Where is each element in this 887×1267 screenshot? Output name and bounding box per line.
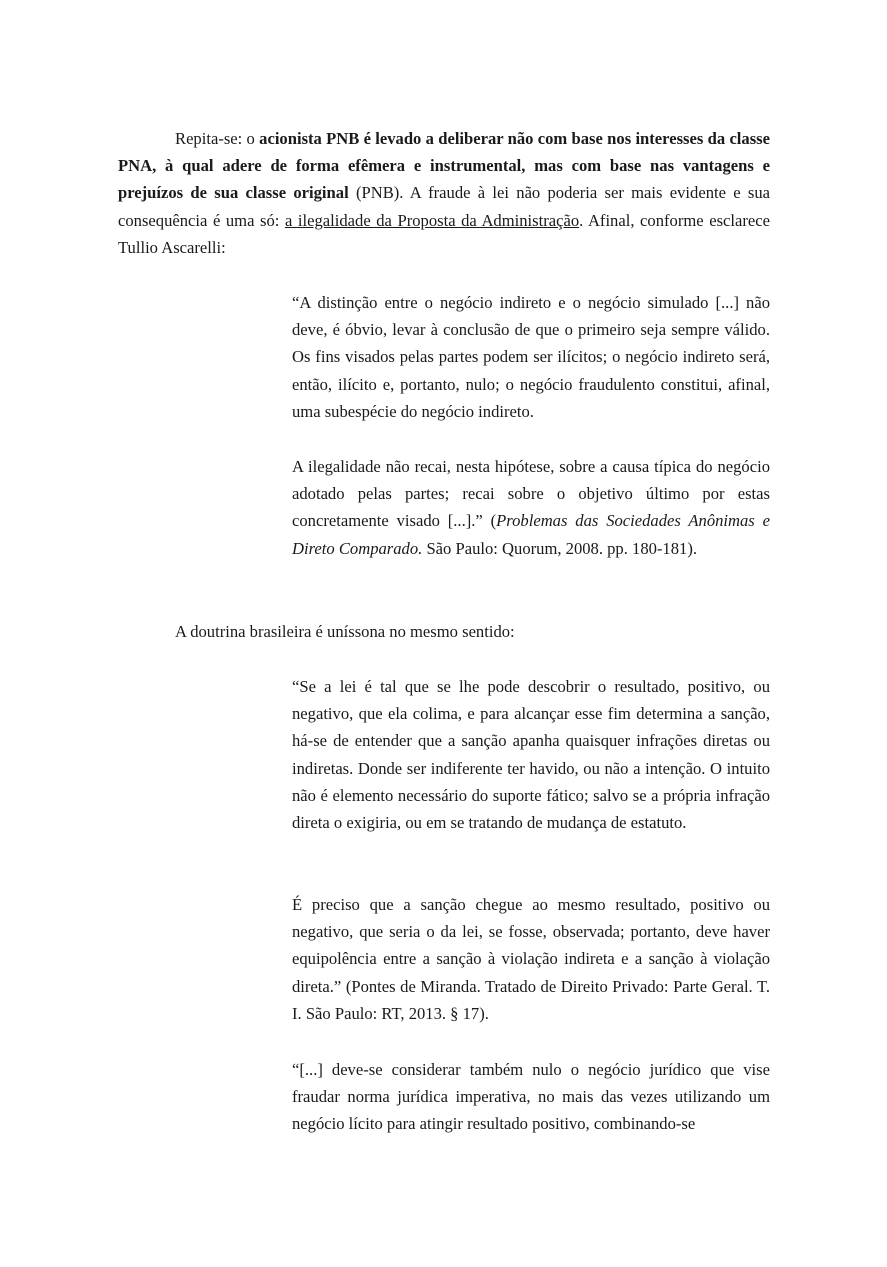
quote-ascarelli-part-2 [292, 453, 770, 562]
quote-3-text: “Se a lei é tal que se lhe pode descobrir o resultado, positivo, ou negativo, que ela colima, e para alcançar esse fim determina a sanção, há-se de entender que a sanção apanha quaisquer infrações diretas ou indiretas. Donde ser indiferente ter havido, ou não a intenção. O intuito não é elemento necessário do suporte fático; salvo se a própria infração direta o exigiria, ou em se tratando de mudança de estatuto. [292, 677, 770, 833]
quote-1-text: “A distinção entre o negócio indireto e o negócio simulado [...] não deve, é óbvio, levar à conclusão de que o primeiro seja sempre válido. Os fins visados pelas partes podem ser ilícitos; o negócio indireto será, então, ilícito e, portanto, nulo; o negócio fraudulento constitui, afinal, uma subespécie do negócio indireto. [292, 293, 770, 421]
quote-ascarelli-part-1 [292, 289, 770, 425]
paragraph-1-bold-emphasis: acionista PNB é levado a deliberar não com base nos interesses da classe PNA, à qual adere de forma efêmera e instrumental, mas com base nas vantagens e prejuízos de sua classe original [118, 129, 770, 203]
quote-pontes-part-2 [292, 891, 770, 1027]
paragraph-1-lead: Repita-se: o [175, 129, 260, 148]
quote-negocio-juridico [292, 1056, 770, 1138]
paragraph-doutrina-brasileira [118, 618, 770, 645]
quote-2-book-title: Problemas das Sociedades Anônimas e Direto Comparado. [292, 511, 770, 558]
quote-4-text: É preciso que a sanção chegue ao mesmo resultado, positivo ou negativo, que seria o da lei, se fosse, observada; portanto, deve haver equipolência entre a sanção à violação indireta e a sanção à violação direta.” (Pontes de Miranda. Tratado de Direito Privado: Parte Geral. T. I. São Paulo: RT, 2013. § 17). [292, 895, 770, 1023]
paragraph-1-underlined: a ilegalidade da Proposta da Administração [284, 210, 580, 230]
paragraph-repita-se [118, 125, 770, 261]
quote-5-text: “[...] deve-se considerar também nulo o negócio jurídico que vise fraudar norma jurídica imperativa, no mais das vezes utilizando um negócio lícito para atingir resultado positivo, combinando-se [292, 1060, 770, 1134]
paragraph-1-tail: . Afinal, conforme esclarece Tullio Ascarelli: [118, 210, 770, 257]
paragraph-1-middle: (PNB). A fraude à lei não poderia ser mais evidente e sua consequência é uma só: [118, 183, 770, 230]
quote-2-lead: A ilegalidade não recai, nesta hipótese, sobre a causa típica do negócio adotado pelas partes; recai sobre o objetivo último por estas concretamente visado [...].” ( [292, 457, 770, 531]
quote-pontes-part-1 [292, 673, 770, 836]
paragraph-2-text: A doutrina brasileira é uníssona no mesmo sentido: [175, 622, 515, 641]
quote-2-tail: São Paulo: Quorum, 2008. pp. 180-181). [422, 538, 698, 558]
